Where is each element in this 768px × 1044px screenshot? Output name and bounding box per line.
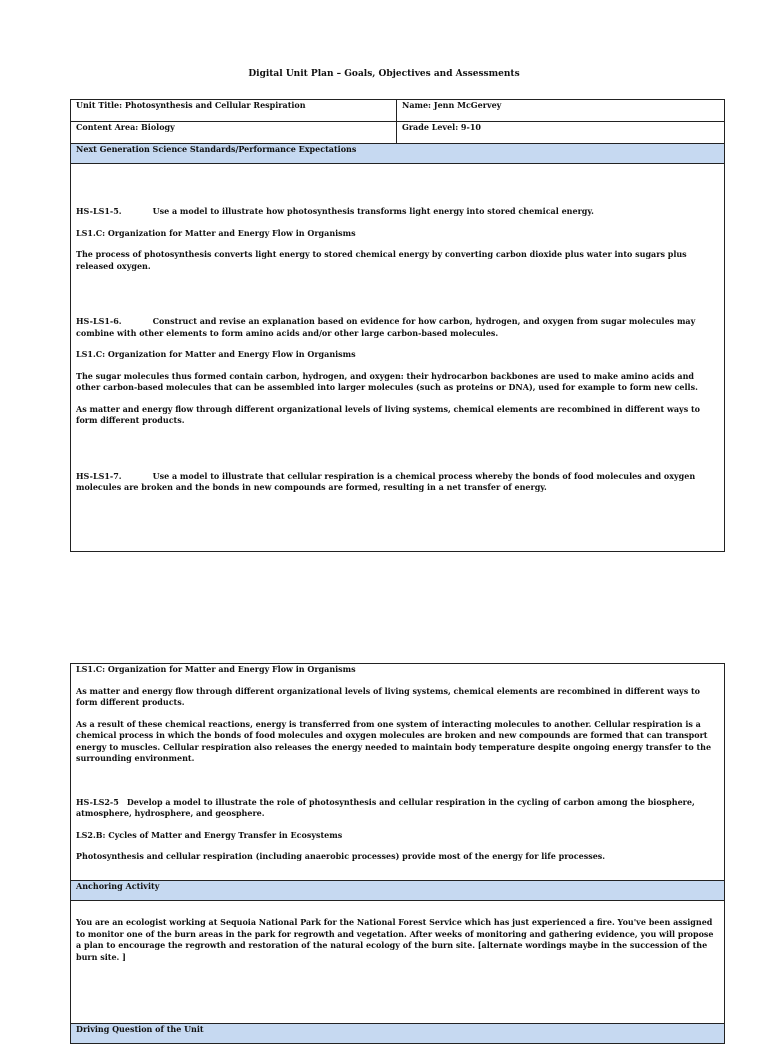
name-cell: Name: Jenn McGervey <box>397 100 725 122</box>
dci-ls2b-text: Photosynthesis and cellular respiration (including anaerobic processes) provide most of the energy for life processes. <box>76 851 606 861</box>
document-title: Digital Unit Plan – Goals, Objectives and Assessments <box>248 69 520 79</box>
unit-plan-table <box>70 99 725 552</box>
standard-ls1-5: HS-LS1-5. Use a model to illustrate how photosynthesis transforms light energy into stored chemical energy. <box>76 206 594 216</box>
dci-ls1c-c: LS1.C: Organization for Matter and Energy Flow in Organisms <box>76 664 356 674</box>
dci-ls2b: LS2.B: Cycles of Matter and Energy Transfer in Ecosystems <box>76 829 343 840</box>
standards-cell <box>71 164 725 552</box>
dci-ls1c-b: LS1.C: Organization for Matter and Energy Flow in Organisms <box>76 349 356 359</box>
standard-ls1-7: HS-LS1-7. Use a model to illustrate that cellular respiration is a chemical process whereby the bonds of food molecules and oxygen molecules are broken and the bonds in new compounds are formed, resulting in a net transfer of energy. <box>76 470 696 492</box>
ngss-header: Next Generation Science Standards/Performance Expectations <box>71 144 725 164</box>
unit-title-cell: Unit Title: Photosynthesis and Cellular Respiration <box>71 100 397 122</box>
grade-level-cell: Grade Level: 9-10 <box>397 122 725 144</box>
driving-question-header: Driving Question of the Unit <box>71 1024 725 1044</box>
dci-ls1c-a: LS1.C: Organization for Matter and Energy Flow in Organisms <box>76 227 356 238</box>
standard-ls1-6: HS-LS1-6. Construct and revise an explanation based on evidence for how carbon, hydrogen, and oxygen from sugar molecules may combine with other elements to form amino acids and/or other large carbon-based molecules. <box>76 316 696 338</box>
dci-ls1c-c-text1: As matter and energy flow through different organizational levels of living systems, chemical elements are recombined in different ways to form different products. <box>76 685 701 707</box>
unit-plan-table-continued <box>70 663 725 1044</box>
anchoring-activity-text: You are an ecologist working at Sequoia National Park for the National Forest Service which has just experienced a fire. You've been assigned to monitor one of the burn areas in the park for regrowth and vegetation. After weeks of monitoring and gathering evidence, you will propose a plan to encourage the regrowth and restoration of the natural ecology of the burn site. [alternate wordings maybe in the succession of the burn site. ] <box>76 917 714 962</box>
dci-ls1c-a-text: The process of photosynthesis converts light energy to stored chemical energy by converting carbon dioxide plus water into sugars plus released oxygen. <box>76 249 687 271</box>
dci-ls1c-b-text2: As matter and energy flow through different organizational levels of living systems, chemical elements are recombined in different ways to form different products. <box>76 403 701 425</box>
dci-ls1c-b-text1: The sugar molecules thus formed contain carbon, hydrogen, and oxygen: their hydrocarbon backbones are used to make amino acids and other carbon-based molecules that can be assembled into larger molecules (such as proteins or DNA), used for example to form new cells. <box>76 370 698 392</box>
standards-continued-cell <box>71 664 725 881</box>
standard-ls2-5: HS-LS2-5 Develop a model to illustrate the role of photosynthesis and cellular respiration in the cycling of carbon among the biosphere, atmosphere, hydrosphere, and geosphere. <box>76 796 695 818</box>
anchoring-activity-cell <box>71 901 725 1024</box>
anchoring-activity-header: Anchoring Activity <box>71 881 725 901</box>
dci-ls1c-c-text2: As a result of these chemical reactions, energy is transferred from one system of interacting molecules to another. Cellular respiration is a chemical process in which the bonds of food molecules and oxygen molecules are broken and new compounds are formed that can transport energy to muscles. Cellular respiration also releases the energy needed to maintain body temperature despite ongoing energy transfer to the surrounding environment. <box>76 718 712 763</box>
content-area-cell: Content Area: Biology <box>71 122 397 144</box>
